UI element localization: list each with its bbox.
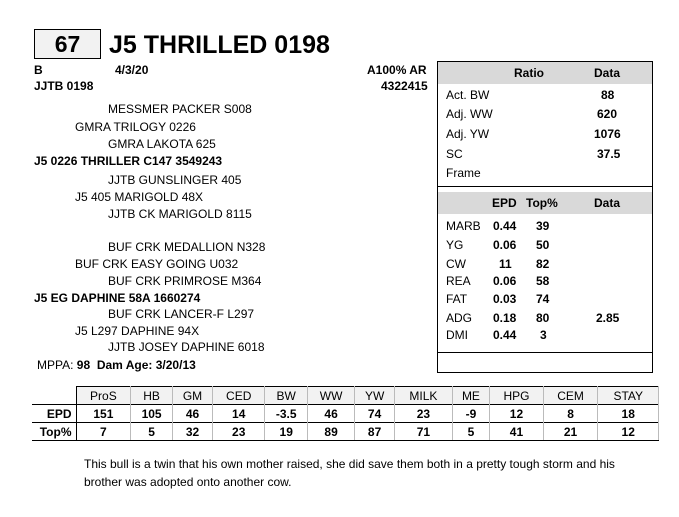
marb-label: MARB (446, 219, 481, 233)
adj-yw-data: 1076 (594, 127, 621, 141)
cw-top: 82 (536, 257, 550, 271)
epd-me: -9 (452, 405, 490, 423)
hdr-stay: STAY (598, 387, 659, 405)
frame-label: Frame (446, 166, 481, 180)
adg-label: ADG (446, 311, 473, 325)
dam-age-label: Dam Age: (96, 358, 153, 372)
mppa-label: MPPA: (37, 358, 74, 372)
mppa-value: 98 (76, 358, 91, 372)
top-ced: 23 (213, 423, 265, 441)
reg-number: 4322415 (381, 79, 428, 93)
hdr-bw: BW (265, 387, 308, 405)
dmi-top: 3 (540, 328, 547, 342)
adg-data: 2.85 (596, 311, 620, 325)
top-me: 5 (452, 423, 490, 441)
sire: J5 0226 THRILLER C147 3549243 (34, 154, 223, 168)
hdr-me: ME (452, 387, 490, 405)
epd-header-row (32, 387, 659, 405)
carcass-data-header: Data (594, 196, 621, 210)
adj-ww-label: Adj. WW (446, 107, 493, 121)
hdr-hpg: HPG (490, 387, 543, 405)
dmi-epd: 0.44 (493, 328, 517, 342)
panel-bottom-line (437, 352, 653, 353)
registration-type: A100% AR (367, 63, 427, 77)
sire-sire: GMRA TRILOGY 0226 (75, 120, 196, 134)
data-header: Data (594, 66, 621, 80)
adg-epd: 0.18 (493, 311, 517, 325)
sc-data: 37.5 (597, 147, 621, 161)
top-bw: 19 (265, 423, 308, 441)
top-gm: 32 (172, 423, 212, 441)
epd-bw: -3.5 (265, 405, 308, 423)
epd-cem: 8 (543, 405, 598, 423)
corner-cell (32, 387, 76, 405)
fat-epd: 0.03 (493, 292, 517, 306)
epd-milk: 23 (395, 405, 452, 423)
rea-label: REA (446, 274, 471, 288)
sire-dam-dam: JJTB CK MARIGOLD 8115 (108, 207, 252, 221)
top-values-row (32, 423, 659, 441)
hdr-hb: HB (131, 387, 173, 405)
tattoo: JJTB 0198 (34, 79, 94, 93)
hdr-ced: CED (213, 387, 265, 405)
dam-dam-dam: JJTB JOSEY DAPHINE 6018 (108, 340, 265, 354)
dam-sire-dam: BUF CRK PRIMROSE M364 (108, 274, 262, 288)
top-pros: 7 (76, 423, 131, 441)
dam-sire-sire: BUF CRK MEDALLION N328 (108, 240, 266, 254)
mppa (37, 358, 196, 372)
hdr-ww: WW (308, 387, 355, 405)
lot-number: 67 (34, 29, 101, 59)
adj-ww-data: 620 (597, 107, 618, 121)
panel-divider (437, 186, 653, 187)
epd-row-label: EPD (32, 405, 76, 423)
act-bw-label: Act. BW (446, 88, 490, 102)
yg-epd: 0.06 (493, 238, 517, 252)
fat-label: FAT (446, 292, 468, 306)
ratio-header: Ratio (514, 66, 544, 80)
sire-dam: J5 405 MARIGOLD 48X (75, 190, 204, 204)
dam-sire: BUF CRK EASY GOING U032 (75, 257, 239, 271)
epd-gm: 46 (172, 405, 212, 423)
hdr-cem: CEM (543, 387, 598, 405)
cw-label: CW (446, 257, 466, 271)
top-row-label: Top% (32, 423, 76, 441)
epd-header: EPD (492, 196, 517, 210)
epd-ced: 14 (213, 405, 265, 423)
top-milk: 71 (395, 423, 452, 441)
top-cem: 21 (543, 423, 598, 441)
top-yw: 87 (354, 423, 394, 441)
top-stay: 12 (598, 423, 659, 441)
adj-yw-label: Adj. YW (446, 127, 490, 141)
epd-pros: 151 (76, 405, 131, 423)
marb-top: 39 (536, 219, 550, 233)
performance-header (438, 62, 652, 84)
rea-epd: 0.06 (493, 274, 517, 288)
sire-sire-sire: MESSMER PACKER S008 (108, 102, 252, 116)
epd-ww: 46 (308, 405, 355, 423)
sire-dam-sire: JJTB GUNSLINGER 405 (108, 173, 242, 187)
top-hb: 5 (131, 423, 173, 441)
epd-stay: 18 (598, 405, 659, 423)
dmi-label: DMI (446, 328, 468, 342)
fat-top: 74 (536, 292, 550, 306)
yg-top: 50 (536, 238, 550, 252)
rea-top: 58 (536, 274, 550, 288)
animal-name: J5 THRILLED 0198 (109, 31, 330, 59)
yg-label: YG (446, 238, 464, 252)
hdr-milk: MILK (395, 387, 452, 405)
hdr-pros: ProS (76, 387, 131, 405)
dam-dam-sire: BUF CRK LANCER-F L297 (108, 307, 255, 321)
cw-epd: 11 (499, 257, 512, 271)
sex: B (34, 63, 43, 77)
sire-sire-dam: GMRA LAKOTA 625 (108, 137, 216, 151)
dam-dam: J5 L297 DAPHINE 94X (75, 324, 200, 338)
epd-table (32, 386, 659, 441)
top-header: Top% (526, 196, 558, 210)
top-hpg: 41 (490, 423, 543, 441)
marb-epd: 0.44 (493, 219, 517, 233)
dam: J5 EG DAPHINE 58A 1660274 (34, 291, 201, 305)
act-bw-data: 88 (601, 88, 615, 102)
top-ww: 89 (308, 423, 355, 441)
carcass-header (438, 192, 652, 214)
epd-hb: 105 (131, 405, 173, 423)
footnote: This bull is a twin that his own mother raised, she did save them both in a pretty tough storm and his brother was adopted onto another cow. (84, 457, 615, 489)
hdr-yw: YW (354, 387, 394, 405)
hdr-gm: GM (172, 387, 212, 405)
epd-hpg: 12 (490, 405, 543, 423)
epd-yw: 74 (354, 405, 394, 423)
epd-values-row (32, 405, 659, 423)
adg-top: 80 (536, 311, 550, 325)
sc-label: SC (446, 147, 463, 161)
dam-age-value: 3/20/13 (155, 358, 196, 372)
birth-date: 4/3/20 (115, 63, 149, 77)
